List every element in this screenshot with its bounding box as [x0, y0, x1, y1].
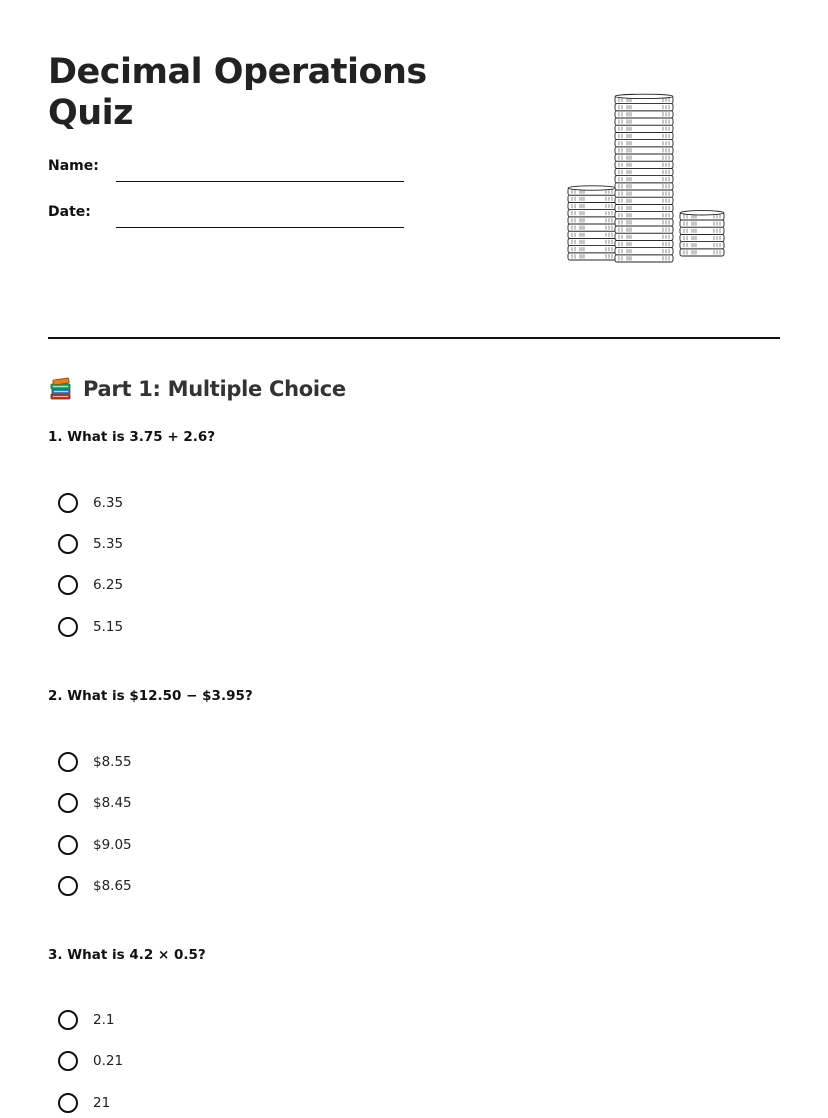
name-label: Name: — [48, 158, 99, 174]
option-label: 2.1 — [93, 1012, 115, 1028]
q1-option-d[interactable] — [58, 615, 123, 639]
radio-button[interactable] — [58, 876, 78, 896]
radio-button[interactable] — [58, 493, 78, 513]
radio-button[interactable] — [58, 1010, 78, 1030]
option-label: $8.55 — [93, 754, 132, 770]
q3-option-b[interactable] — [58, 1049, 123, 1073]
radio-button[interactable] — [58, 1093, 78, 1113]
section-divider — [48, 337, 780, 339]
option-label: 5.35 — [93, 536, 124, 552]
name-line — [116, 181, 404, 182]
radio-button[interactable] — [58, 617, 78, 637]
question-1: 1. What is 3.75 + 2.6? — [48, 429, 216, 445]
q2-option-a[interactable] — [58, 750, 132, 774]
q2-option-b[interactable] — [58, 791, 132, 815]
radio-button[interactable] — [58, 752, 78, 772]
part-1-heading — [48, 375, 346, 403]
date-field — [48, 204, 404, 228]
q1-option-b[interactable] — [58, 532, 123, 556]
part-1-title: Part 1: Multiple Choice — [83, 377, 346, 401]
radio-button[interactable] — [58, 575, 78, 595]
option-label: 5.15 — [93, 619, 124, 635]
option-label: 6.35 — [93, 495, 124, 511]
coin-stacks-icon — [560, 92, 725, 264]
date-line — [116, 227, 404, 228]
option-label: 21 — [93, 1095, 111, 1111]
option-label: $8.45 — [93, 795, 132, 811]
name-field — [48, 158, 404, 182]
q3-option-a[interactable] — [58, 1008, 114, 1032]
question-2: 2. What is $12.50 − $3.95? — [48, 688, 253, 704]
q2-option-d[interactable] — [58, 874, 132, 898]
option-label: $8.65 — [93, 878, 132, 894]
page-title: Decimal Operations Quiz — [48, 52, 427, 133]
q1-option-c[interactable] — [58, 573, 123, 597]
option-label: $9.05 — [93, 837, 132, 853]
radio-button[interactable] — [58, 1051, 78, 1071]
radio-button[interactable] — [58, 793, 78, 813]
q1-option-a[interactable] — [58, 491, 123, 515]
radio-button[interactable] — [58, 835, 78, 855]
question-3: 3. What is 4.2 × 0.5? — [48, 947, 206, 963]
q3-option-c[interactable] — [58, 1091, 110, 1115]
option-label: 0.21 — [93, 1053, 124, 1069]
radio-button[interactable] — [58, 534, 78, 554]
option-label: 6.25 — [93, 577, 124, 593]
q2-option-c[interactable] — [58, 833, 132, 857]
books-icon — [48, 376, 74, 402]
date-label: Date: — [48, 204, 91, 220]
